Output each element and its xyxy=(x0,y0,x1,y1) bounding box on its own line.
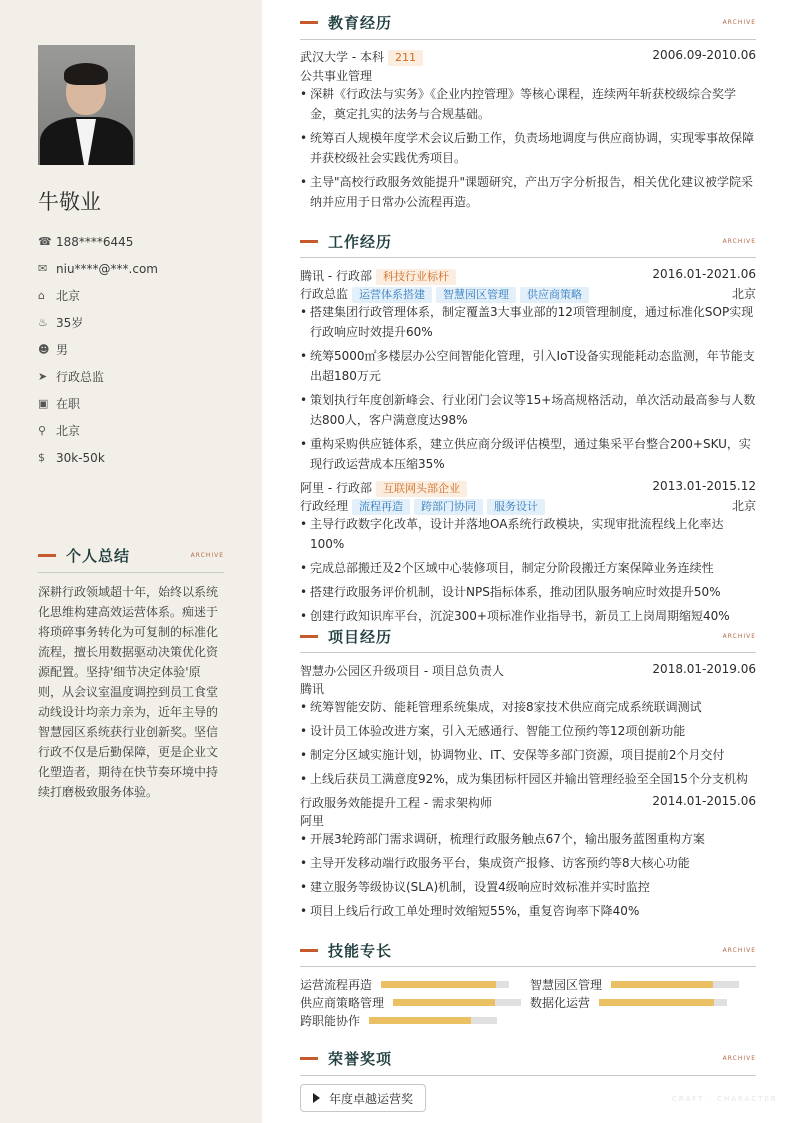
briefcase-icon: ▣ xyxy=(38,397,49,410)
skills-divider xyxy=(300,966,756,967)
candidate-name: 牛敬业 xyxy=(38,190,101,214)
home-icon: ⌂ xyxy=(38,289,45,302)
list-item: • 上线后获员工满意度92%，成为集团标杆园区并输出管理经验至全国15个分支机构 xyxy=(300,769,756,789)
skills-heading: 技能专长 ARCHIVE xyxy=(300,940,756,961)
list-item: • 重构采购供应链体系，建立供应商分级评估模型，通过集采平台整合200+SKU，实 现行政运营成本压缩35% xyxy=(300,434,756,474)
job-tag: 科技行业标杆 xyxy=(376,269,456,285)
location-icon: ⚲ xyxy=(38,424,47,437)
skill-tag: 流程再造 xyxy=(352,499,410,515)
info-status: ▣ 在职 xyxy=(38,397,81,411)
list-item: • 搭建集团行政管理体系，制定覆盖3大事业部的12项管理制度，通过标准化SOP实现 行政响应时效提升60% xyxy=(300,302,756,342)
job-2-bullets xyxy=(300,514,756,626)
job-2-header: 阿里 - 行政部 互联网头部企业 2013.01-2015.12 xyxy=(300,479,756,495)
send-icon: ➤ xyxy=(38,370,48,383)
info-phone: ☎ 188****6445 xyxy=(38,234,134,249)
list-item: • 主导行政数字化改革，设计并落地OA系统行政模块，实现审批流程线上化率达100% xyxy=(300,514,756,554)
skill-bar xyxy=(393,999,521,1006)
cake-icon: ♨ xyxy=(38,316,48,329)
skill-tag: 供应商策略 xyxy=(520,287,589,303)
projects-divider xyxy=(300,652,756,653)
money-icon: $ xyxy=(38,451,45,464)
list-item: • 主导"高校行政服务效能提升"课题研究，产出万字分析报告，相关优化建议被学院采 纳并应用于日常办公流程再造。 xyxy=(300,172,756,212)
info-home: ⌂ 北京 xyxy=(38,289,81,303)
job-1-role: 行政总监 运营体系搭建 智慧园区管理 供应商策略 北京 xyxy=(300,287,756,301)
info-location: ⚲ 北京 xyxy=(38,424,81,438)
info-email: ✉ niu****@***.com xyxy=(38,261,158,276)
list-item: • 主导开发移动端行政服务平台，集成资产报修、访客预约等8大核心功能 xyxy=(300,853,756,873)
contact-info xyxy=(38,228,238,471)
award-badge: 年度卓越运营奖 xyxy=(300,1084,426,1112)
list-item: • 搭建行政服务评价机制，设计NPS指标体系，推动团队服务响应时效提升50% xyxy=(300,582,756,602)
skill-tag: 跨部门协同 xyxy=(414,499,483,515)
list-item: • 建立服务等级协议(SLA)机制，设置4级响应时效标准并实时监控 xyxy=(300,877,756,897)
skill-level-fill xyxy=(599,999,714,1006)
info-age: ♨ 35岁 xyxy=(38,316,84,330)
skill-bar xyxy=(381,981,509,988)
project-1-company: 腾讯 xyxy=(300,682,325,696)
list-item: • 策划执行年度创新峰会、行业闭门会议等15+场高规格活动，单次活动最高参与人数 达800人，客户满意度达98% xyxy=(300,390,756,430)
school-name: 武汉大学 - 本科 xyxy=(300,50,384,64)
honors-divider xyxy=(300,1075,756,1076)
skill-tag: 运营体系搭建 xyxy=(352,287,432,303)
info-position: ➤ 行政总监 xyxy=(38,370,105,384)
info-gender: ☻ 男 xyxy=(38,343,69,357)
education-major: 公共事业管理 xyxy=(300,69,373,83)
list-item: • 统筹智能安防、能耗管理系统集成，对接8家技术供应商完成系统联调测试 xyxy=(300,697,756,717)
honors-heading: 荣誉奖项 ARCHIVE xyxy=(300,1048,756,1069)
mail-icon: ✉ xyxy=(38,262,48,275)
skill-level-fill xyxy=(611,981,713,988)
job-1-header: 腾讯 - 行政部 科技行业标杆 2016.01-2021.06 xyxy=(300,267,756,283)
list-item: • 完成总部搬迁及2个区域中心装修项目，制定分阶段搬迁方案保障业务连续性 xyxy=(300,558,756,578)
education-heading: 教育经历 ARCHIVE xyxy=(300,12,756,33)
job-1-bullets xyxy=(300,302,756,474)
job-tag: 互联网头部企业 xyxy=(376,481,467,497)
skill-bar xyxy=(369,1017,497,1024)
list-item: • 统筹百人规模年度学术会议后勤工作，负责场地调度与供应商协调，实现零事故保障 并获校级社会实践优秀项目。 xyxy=(300,128,756,168)
profile-photo xyxy=(38,45,135,165)
job-2-role: 行政经理 流程再造 跨部门协同 服务设计 北京 xyxy=(300,499,756,513)
phone-icon: ☎ xyxy=(38,235,52,248)
summary-text: 深耕行政领域超十年，始终以系统 化思维构建高效运营体系。痴迷于 将琐碎事务转化为可复制的标准化 流程，擅长用数据驱动决策优化资 源配置。坚持'细节决定体验'原 则，从会议室温度调控到员工食堂 动线设计均亲力亲为，近年主导的 智慧园区系统获行业创新奖。坚信 行政不仅是后勤保障，更是企业文 化塑造者，期待在快节奏环境中持 续打磨极致服务体验。 xyxy=(38,585,219,799)
list-item: • 项目上线后行政工单处理时效缩短55%，重复咨询率下降40% xyxy=(300,901,756,921)
list-item: • 统筹5000㎡多楼层办公空间智能化管理，引入IoT设备实现能耗动态监测，年节能支 出超180万元 xyxy=(300,346,756,386)
skill-level-fill xyxy=(393,999,495,1006)
list-item: • 设计员工体验改进方案，引入无感通行、智能工位预约等12项创新功能 xyxy=(300,721,756,741)
project-2-company: 阿里 xyxy=(300,814,325,828)
skill-level-fill xyxy=(369,1017,471,1024)
education-bullets xyxy=(300,84,756,212)
projects-heading: 项目经历 ARCHIVE xyxy=(300,626,756,647)
list-item: • 创建行政知识库平台，沉淀300+项标准作业指导书，新员工上岗周期缩短40% xyxy=(300,606,756,626)
skill-item: 智慧园区管理 xyxy=(530,976,739,993)
skill-tag: 智慧园区管理 xyxy=(436,287,516,303)
work-heading: 工作经历 ARCHIVE xyxy=(300,231,756,252)
project-2-bullets xyxy=(300,829,756,921)
skill-bar xyxy=(599,999,727,1006)
watermark: CRAFT · CHARACTER xyxy=(672,1095,778,1103)
education-date: 2006.09-2010.06 xyxy=(652,48,756,62)
skill-item: 供应商策略管理 xyxy=(300,994,521,1011)
list-item: • 深耕《行政法与实务》《企业内控管理》等核心课程，连续两年斩获校级综合奖学 金，奠定扎实的法务与合规基础。 xyxy=(300,84,756,124)
skill-bar xyxy=(611,981,739,988)
education-header xyxy=(300,48,756,66)
education-divider xyxy=(300,39,756,40)
play-icon xyxy=(313,1093,320,1103)
list-item: • 开展3轮跨部门需求调研，梳理行政服务触点67个，输出服务蓝图重构方案 xyxy=(300,829,756,849)
skill-tag: 服务设计 xyxy=(487,499,545,515)
project-1-header: 智慧办公园区升级项目 - 项目总负责人 2018.01-2019.06 xyxy=(300,662,756,678)
skill-item: 跨职能协作 xyxy=(300,1012,497,1029)
summary-heading: 个人总结 ARCHIVE xyxy=(38,545,224,566)
work-divider xyxy=(300,257,756,258)
skill-item: 运营流程再造 xyxy=(300,976,509,993)
face-icon: ☻ xyxy=(38,343,50,356)
skill-item: 数据化运营 xyxy=(530,994,727,1011)
list-item: • 制定分区域实施计划，协调物业、IT、安保等多部门资源，项目提前2个月交付 xyxy=(300,745,756,765)
project-1-bullets xyxy=(300,697,756,789)
skill-level-fill xyxy=(381,981,496,988)
info-salary: $ 30k-50k xyxy=(38,450,105,465)
project-2-header: 行政服务效能提升工程 - 需求架构师 2014.01-2015.06 xyxy=(300,794,756,810)
school-tag: 211 xyxy=(388,50,423,66)
summary-divider xyxy=(38,572,224,573)
